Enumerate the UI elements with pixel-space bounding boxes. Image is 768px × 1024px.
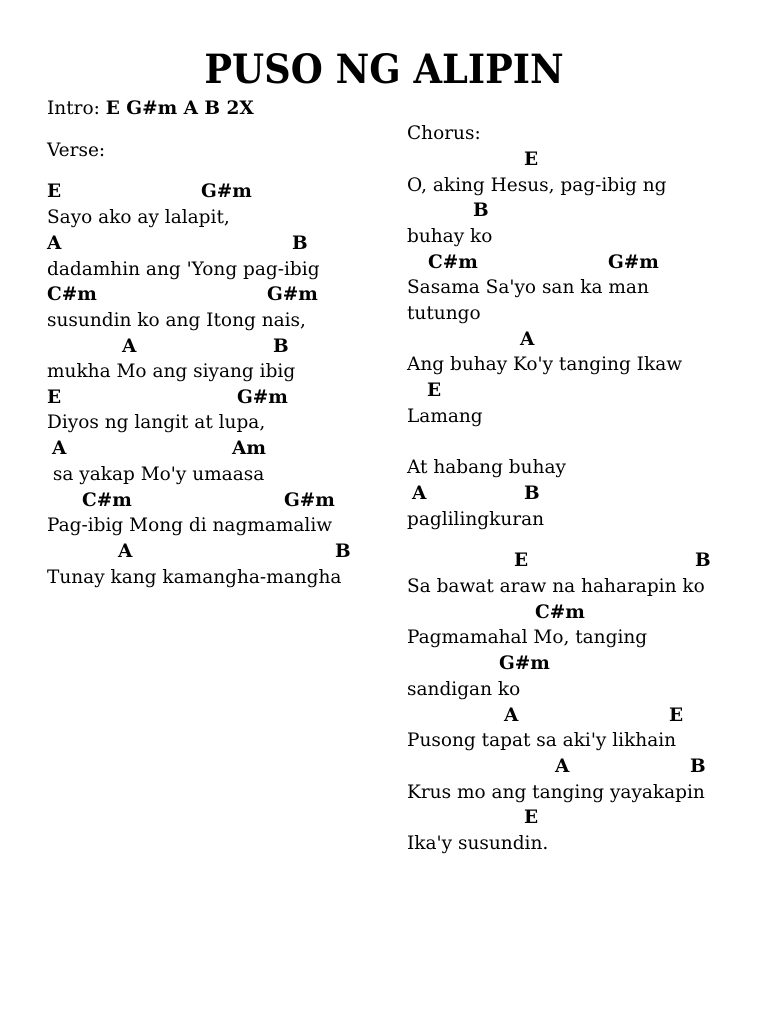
lyric-line: Pag-ibig Mong di nagmamaliw bbox=[47, 515, 333, 536]
intro-label: Intro: bbox=[47, 98, 106, 119]
lyric-line: Sasama Sa'yo san ka man bbox=[407, 277, 649, 298]
chord: A bbox=[47, 233, 62, 254]
chord: B bbox=[690, 756, 706, 777]
chord: A bbox=[504, 705, 519, 726]
chord: G#m bbox=[201, 181, 252, 202]
lyric-line: sa yakap Mo'y umaasa bbox=[47, 464, 265, 485]
lyric-line: Tunay kang kamangha-mangha bbox=[47, 567, 342, 588]
chord: A bbox=[520, 329, 535, 350]
chord: E bbox=[47, 181, 62, 202]
chord: G#m bbox=[499, 653, 550, 674]
chord: A bbox=[118, 541, 133, 562]
chord: B bbox=[524, 483, 540, 504]
lyric-line: Ika'y susundin. bbox=[407, 833, 549, 854]
chord: B bbox=[292, 233, 308, 254]
lyric-line: sandigan ko bbox=[407, 679, 521, 700]
lyric-line: buhay ko bbox=[407, 226, 493, 247]
chord: C#m bbox=[47, 284, 97, 305]
intro-line bbox=[47, 96, 254, 122]
lyric-line: dadamhin ang 'Yong pag-ibig bbox=[47, 259, 320, 280]
lyric-line: paglilingkuran bbox=[407, 509, 545, 530]
chord: G#m bbox=[608, 252, 659, 273]
chord: A bbox=[412, 483, 427, 504]
chord: A bbox=[122, 336, 137, 357]
chord: E bbox=[669, 705, 684, 726]
lyric-line: tutungo bbox=[407, 303, 481, 324]
lyric-line: mukha Mo ang siyang ibig bbox=[47, 361, 296, 382]
chord: G#m bbox=[237, 387, 288, 408]
chord: E bbox=[524, 149, 539, 170]
lyric-line: Pusong tapat sa aki'y likhain bbox=[407, 730, 677, 751]
chord: C#m bbox=[535, 602, 585, 623]
chord: Am bbox=[232, 438, 266, 459]
chord: A bbox=[555, 756, 570, 777]
chord: E bbox=[514, 550, 529, 571]
chord: B bbox=[273, 336, 289, 357]
lyric-line: O, aking Hesus, pag-ibig ng bbox=[407, 175, 667, 196]
verse-label: Verse: bbox=[47, 140, 106, 161]
song-title: PUSO NG ALIPIN bbox=[204, 46, 564, 93]
lyric-line: Diyos ng langit at lupa, bbox=[47, 412, 266, 433]
lyric-line: Sa bawat araw na haharapin ko bbox=[407, 576, 705, 597]
lyric-line: Krus mo ang tanging yayakapin bbox=[407, 782, 705, 803]
chord: E bbox=[524, 807, 539, 828]
chord: G#m bbox=[284, 490, 335, 511]
lyric-line: Sayo ako ay lalapit, bbox=[47, 207, 230, 228]
lyric-line: Lamang bbox=[407, 406, 483, 427]
chord: E bbox=[427, 380, 442, 401]
chord: A bbox=[52, 438, 67, 459]
chord: E bbox=[47, 387, 62, 408]
chord: B bbox=[335, 541, 351, 562]
chord: C#m bbox=[428, 252, 478, 273]
chorus-label: Chorus: bbox=[407, 123, 481, 144]
chord: G#m bbox=[267, 284, 318, 305]
lyric-line: Pagmamahal Mo, tanging bbox=[407, 627, 648, 648]
lyric-line: susundin ko ang Itong nais, bbox=[47, 310, 306, 331]
lyric-line: At habang buhay bbox=[407, 457, 566, 478]
chord: C#m bbox=[82, 490, 132, 511]
chord: B bbox=[473, 200, 489, 221]
intro-chords: E G#m A B 2X bbox=[105, 98, 254, 119]
lyric-line: Ang buhay Ko'y tanging Ikaw bbox=[407, 354, 683, 375]
chord: B bbox=[695, 550, 711, 571]
